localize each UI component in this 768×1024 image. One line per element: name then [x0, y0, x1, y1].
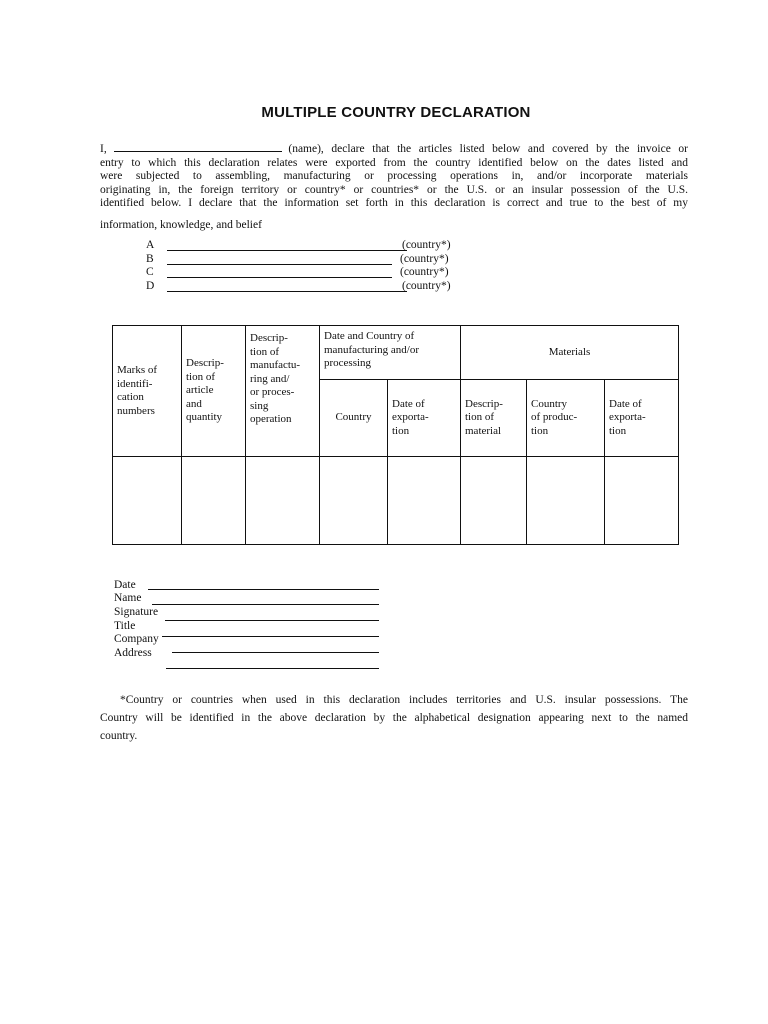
header-material-description: Descrip- tion of material	[461, 380, 527, 457]
intro-line-1-rest: (name), declare that the articles listed below and covered by the invoice or	[288, 143, 689, 155]
name-field[interactable]	[152, 604, 379, 605]
header-description-article: Descrip- tion of article and quantity	[182, 326, 246, 457]
header-material-date-exportation: Date of exporta- tion	[605, 380, 679, 457]
footnote	[100, 691, 688, 745]
intro-line-3: were subjected to assembling, manufacturing or processing operations in, and/or incorporate materials	[100, 170, 688, 183]
signature-label: Signature	[114, 606, 159, 618]
intro-line-5: identified below. I declare that the information set forth in this declaration is correct and true to the best of my	[100, 197, 688, 210]
intro-line-1	[100, 141, 688, 157]
table-cell-country-production[interactable]	[527, 457, 605, 545]
country-row-b	[140, 253, 470, 267]
header-date-exportation: Date of exporta- tion	[388, 380, 461, 457]
footnote-line-2: Country will be identified in the above declaration by the alphabetical designation appearing next to the named	[100, 712, 688, 724]
header-materials-group: Materials	[461, 326, 679, 380]
country-suffix: (country*)	[402, 239, 451, 251]
country-letter: A	[146, 239, 155, 251]
table-cell-description-operation[interactable]	[246, 457, 320, 545]
intro-line-6: information, knowledge, and belief	[100, 219, 262, 231]
header-description-operation: Descrip- tion of manufactu- ring and/ or proces- sing operation	[246, 326, 320, 457]
country-suffix: (country*)	[400, 253, 449, 265]
header-country: Country	[320, 380, 388, 457]
table-cell-country[interactable]	[320, 457, 388, 545]
date-field[interactable]	[148, 589, 379, 590]
country-letter: C	[146, 266, 154, 278]
country-letter: B	[146, 253, 154, 265]
address-field[interactable]	[166, 668, 379, 669]
country-blank-field[interactable]	[167, 250, 407, 251]
address-label: Address	[114, 647, 152, 659]
header-marks: Marks of identifi- cation numbers	[113, 326, 182, 457]
table-cell-material-description[interactable]	[461, 457, 527, 545]
country-row-a	[140, 239, 470, 253]
footnote-line-1: *Country or countries when used in this declaration includes territories and U.S. insular possessions. The	[120, 694, 688, 706]
company-label: Company	[114, 633, 159, 645]
company-field[interactable]	[172, 652, 379, 653]
document-title: MULTIPLE COUNTRY DECLARATION	[261, 104, 531, 121]
table-cell-marks[interactable]	[113, 457, 182, 545]
declaration-table	[112, 325, 679, 545]
signature-field[interactable]	[165, 620, 379, 621]
header-country-production: Country of produc- tion	[527, 380, 605, 457]
country-suffix: (country*)	[402, 280, 451, 292]
intro-prefix: I,	[100, 143, 107, 155]
declaration-paragraph	[100, 141, 688, 211]
title-label: Title	[114, 620, 136, 632]
country-blank-field[interactable]	[167, 277, 392, 278]
country-blank-field[interactable]	[167, 264, 392, 265]
table-cell-material-date-exportation[interactable]	[605, 457, 679, 545]
country-row-c	[140, 266, 470, 280]
country-letter: D	[146, 280, 155, 292]
intro-line-2: entry to which this declaration relates were exported from the country identified below on the dates listed and	[100, 156, 688, 169]
date-label: Date	[114, 579, 136, 591]
footnote-line-3: country.	[100, 730, 138, 742]
table-cell-description-article[interactable]	[182, 457, 246, 545]
header-date-country-group: Date and Country of manufacturing and/or processing	[320, 326, 461, 380]
country-row-d	[140, 280, 470, 294]
intro-line-4: originating in, the foreign territory or country* or countries* or the U.S. or an insular possession of the U.S.	[100, 183, 688, 196]
name-blank-field[interactable]	[114, 141, 282, 152]
table-cell-date-exportation[interactable]	[388, 457, 461, 545]
country-suffix: (country*)	[400, 266, 449, 278]
title-field[interactable]	[162, 636, 379, 637]
country-blank-field[interactable]	[167, 291, 407, 292]
name-label: Name	[114, 592, 142, 604]
